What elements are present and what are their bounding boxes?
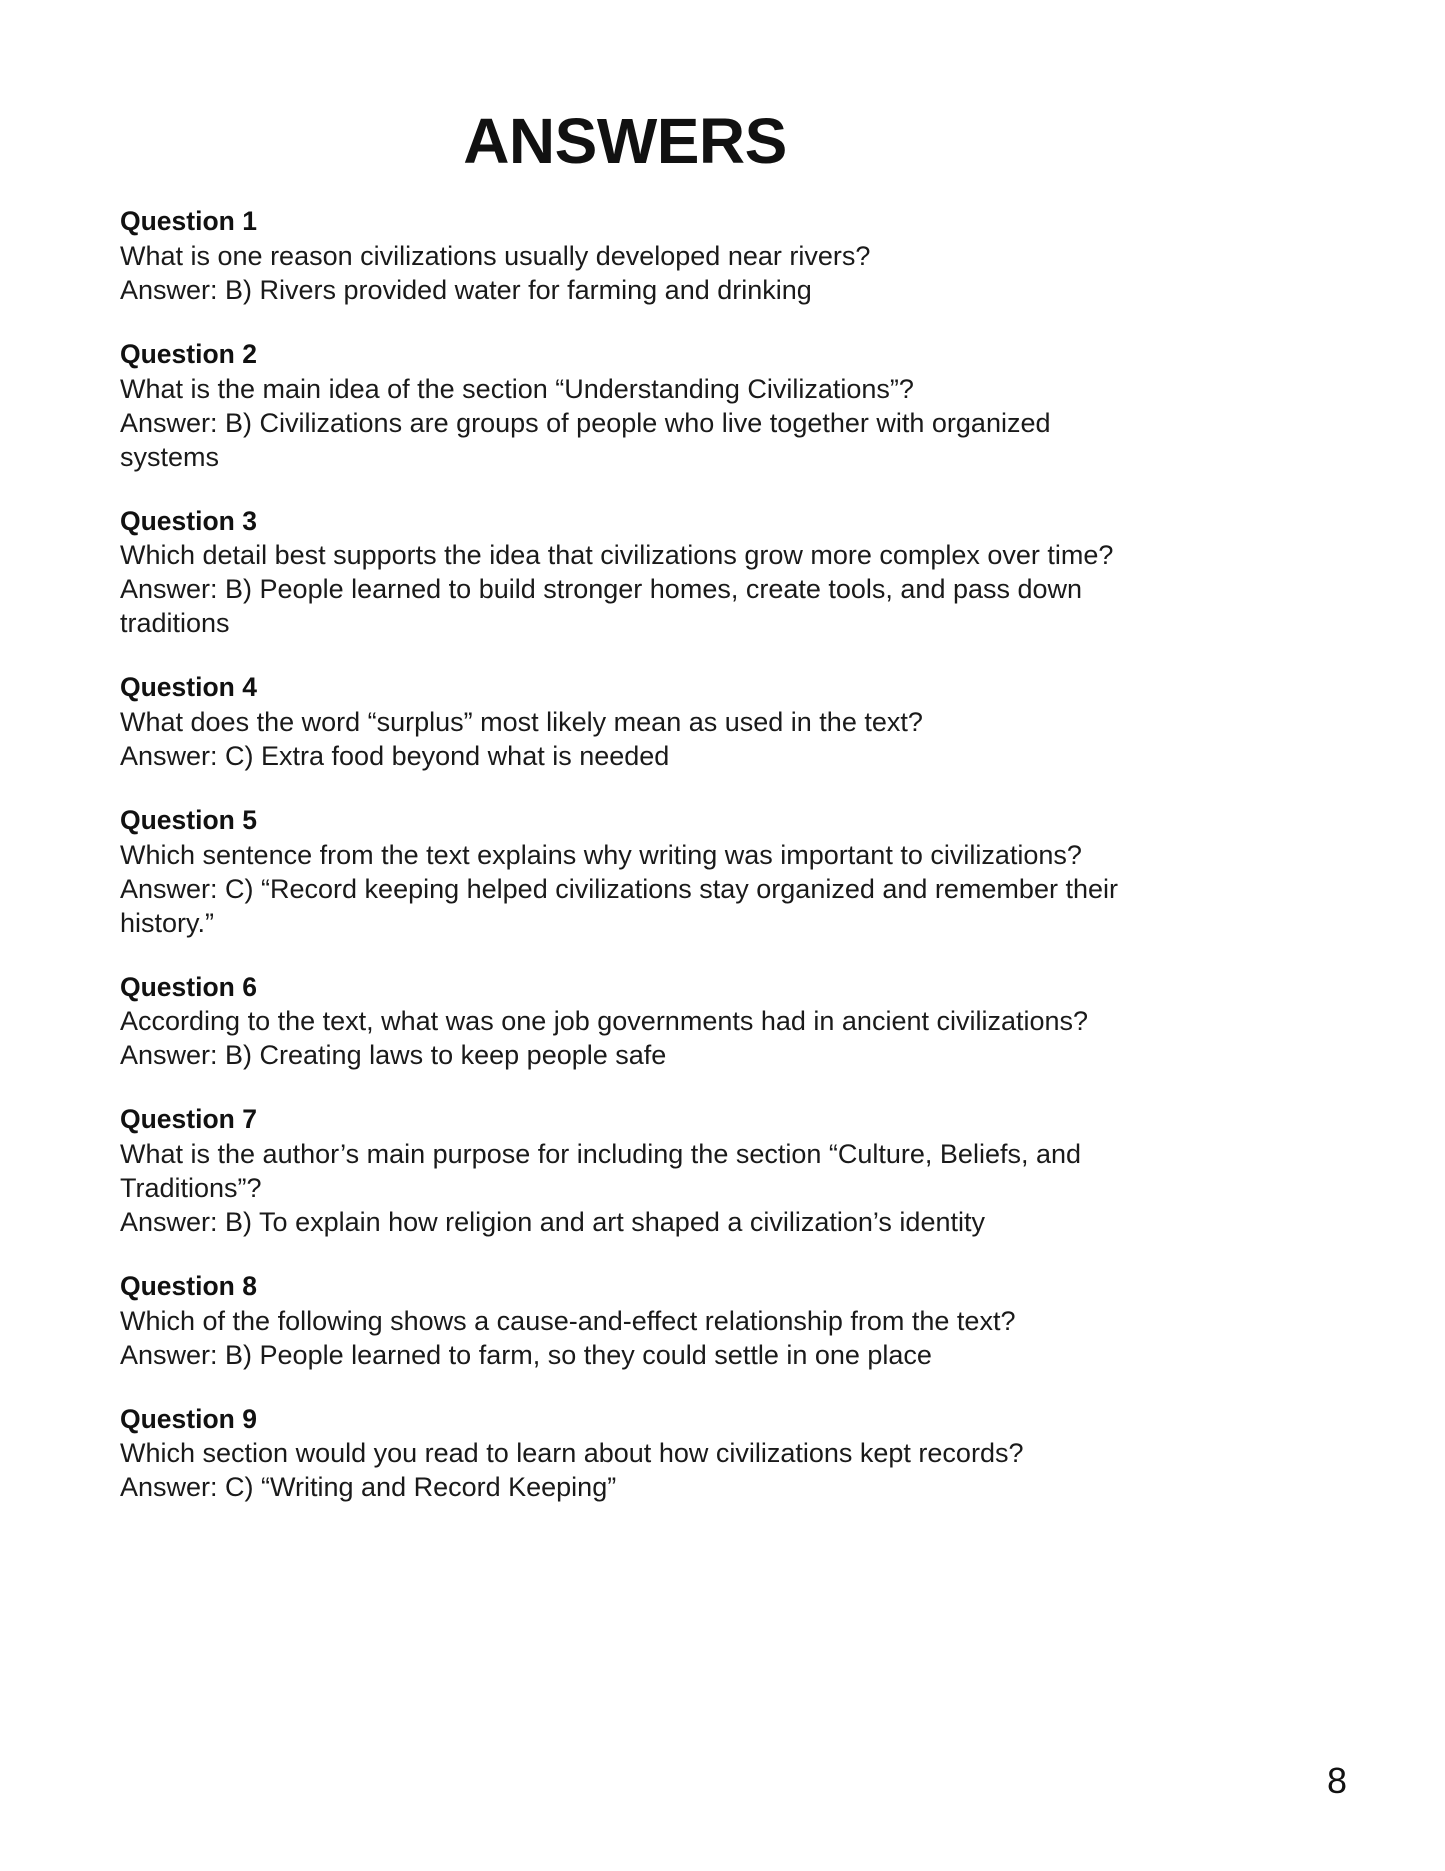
question-label: Question 3 [120,505,257,536]
answer-entry [120,1270,1130,1372]
question-text: Which detail best supports the idea that civilizations grow more complex over time? [120,540,1114,571]
answer-text: Answer: B) People learned to farm, so they could settle in one place [120,1339,932,1370]
question-text: According to the text, what was one job governments had in ancient civilizations? [120,1006,1089,1037]
question-text: What does the word “surplus” most likely mean as used in the text? [120,706,923,737]
page-number: 8 [1326,1760,1347,1801]
page-title: ANSWERS [463,105,787,177]
question-label: Question 9 [120,1403,257,1434]
question-text: What is one reason civilizations usually developed near rivers? [120,240,871,271]
answer-entry [120,338,1130,474]
question-label: Question 4 [120,672,257,703]
answer-entry [120,671,1130,773]
question-label: Question 7 [120,1104,257,1135]
answer-text: Answer: B) Rivers provided water for farming and drinking [120,274,812,305]
answer-entry [120,1403,1130,1505]
question-label: Question 5 [120,804,257,835]
answer-text: Answer: B) People learned to build stronger homes, create tools, and pass down traditions [120,574,1083,639]
answer-text: Answer: B) Creating laws to keep people safe [120,1040,667,1071]
page-content [120,0,1130,1535]
question-text: Which sentence from the text explains why writing was important to civilizations? [120,839,1082,870]
question-label: Question 8 [120,1270,257,1301]
answer-entry [120,804,1130,940]
question-text: Which of the following shows a cause-and-effect relationship from the text? [120,1305,1016,1336]
answer-text: Answer: B) Civilizations are groups of people who live together with organized systems [120,407,1051,472]
answer-text: Answer: C) Extra food beyond what is needed [120,740,670,771]
answer-text: Answer: C) “Writing and Record Keeping” [120,1472,617,1503]
question-label: Question 1 [120,206,257,237]
question-text: What is the main idea of the section “Understanding Civilizations”? [120,373,914,404]
answer-entry [120,505,1130,641]
answer-text: Answer: B) To explain how religion and art shaped a civilization’s identity [120,1206,985,1237]
answer-entry [120,205,1130,307]
answer-entry [120,1103,1130,1239]
question-text: Which section would you read to learn about how civilizations kept records? [120,1438,1024,1469]
question-label: Question 6 [120,971,257,1002]
answer-text: Answer: C) “Record keeping helped civilizations stay organized and remember their history.” [120,873,1118,938]
question-label: Question 2 [120,338,257,369]
answer-entry [120,971,1130,1073]
question-text: What is the author’s main purpose for including the section “Culture, Beliefs, and Traditions”? [120,1138,1082,1203]
